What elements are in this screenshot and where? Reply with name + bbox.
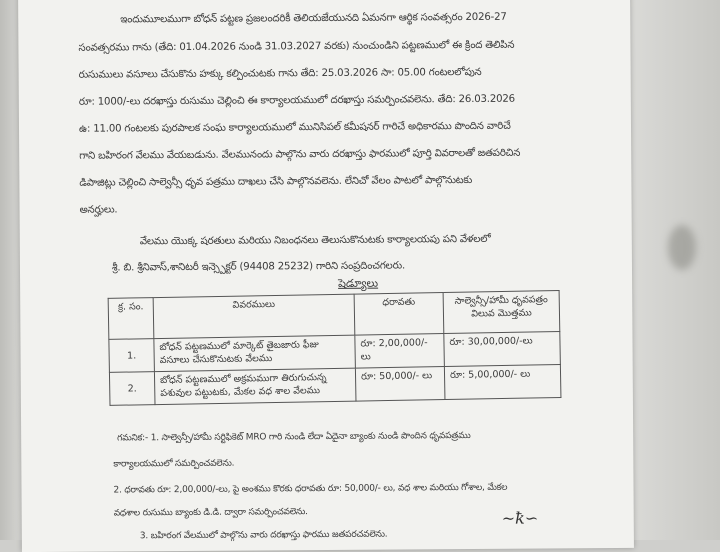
- notice-line: రుసుములు వసూలు చేసుకొను హక్కు కల్పించుటకు గాను తేది: 25.03.2026 సా: 05.00 గంటలలోపున: [78, 66, 482, 81]
- cell-deposit: రూ: 50,000/- లు: [355, 367, 445, 402]
- notice-line: వేలము యొక్క షరతులు మరియు నిబంధనలు తెలుసుకొనుటకు కార్యాలయపు పని వేళలలో: [139, 233, 491, 248]
- notice-line: శ్రీ. బి. శ్రీనివాస్,శానిటరీ ఇన్స్పెక్టర్ (94408 25232) గారిని సంప్రదించగలరు.: [111, 260, 406, 274]
- note-line: 3. బహిరంగ వేలములో పాల్గొను వారు దరఖాస్తు ఫారము జతపరచవలెను.: [139, 529, 388, 542]
- notice-paper: [18, 0, 634, 552]
- cell-solvency: రూ: 30,00,000/-లు: [444, 332, 561, 367]
- notice-line: ఉ: 11.00 గంటలకు పురపాలక సంఘ కార్యాలయములో మునిసిపల్ కమీషనర్ గారిచే అధికారము పొందిన వారిచే: [78, 120, 511, 135]
- cell-serial: 2.: [109, 372, 155, 406]
- cell-details: బోధన్ పట్టణములో అక్రమముగా తిరుగుచున్న పశువుల పట్టుటకు, మేకల వధ శాల వేలము: [154, 368, 356, 405]
- schedule-table: [108, 290, 562, 406]
- header-solvency: సాల్వెన్సీ/హామీ ధృవపత్రం విలువ మొత్తము: [443, 291, 560, 334]
- note-line: వధశాల రుసుము బ్యాంకు డి.డి. ద్వారా సమర్పించవలెను.: [113, 507, 308, 519]
- header-serial: క్ర. సం.: [108, 298, 154, 340]
- schedule-heading: షెడ్యూలు: [338, 276, 379, 290]
- note-line: గమనిక:- 1. సాల్వెన్సీ/హామీ సర్టిఫికెట్ MRO గారి నుండి లేదా ఏదైనా బ్యాంకు నుండి పొందిన ధృవపత్రము: [117, 430, 471, 444]
- table-row: [109, 365, 561, 406]
- header-deposit: ధరావతు: [354, 293, 444, 336]
- cell-deposit: రూ: 2,00,000/- లు: [355, 334, 445, 369]
- note-line: కార్యాలయములో సమర్పించవలెను.: [113, 458, 235, 470]
- cell-serial: 1.: [109, 339, 155, 373]
- notice-line: సంవత్సరము గాను (తేది: 01.04.2026 నుండి 31.03.2027 వరకు) నుంచుండిని పట్టణములో ఈ క్రింద తెలిపిన: [78, 39, 515, 54]
- header-details: వివరములు: [153, 294, 355, 339]
- signature: ~ꝁ∽: [501, 508, 539, 528]
- notice-line: రూ: 1000/-లు దరఖాస్తు రుసుము చెల్లించి ఈ కార్యాలయములో దరఖాస్తు సమర్పించవలెను. తేది: 26.03.2026: [78, 93, 515, 108]
- notice-line: గాని బహిరంగ వేలము వేయబడును. వేలమునందు పాల్గొను వారు దరఖాస్తు ఫారములో పూర్తి వివరాలతో జతపరిచిన: [79, 147, 521, 162]
- cell-solvency: రూ: 5,00,000/- లు: [444, 365, 561, 400]
- notice-line: అనర్హులు.: [79, 204, 118, 216]
- notice-line: ఇందుమూలముగా బోధన్ పట్టణ ప్రజలందరికీ తెలియజేయునది ఏమనగా ఆర్థిక సంవత్సరం 2026-27: [120, 11, 507, 26]
- notice-line: డిపాజిట్లు చెల్లించి సాల్వెన్సీ ధృవ పత్రము దాఖలు చేసి పాల్గొనవలెను. లేనిచో వేలం పాటలో పాల్గొనుటకు: [79, 174, 473, 189]
- wall-stain: [668, 225, 696, 270]
- note-line: 2. ధరావతు రూ: 2,00,000/-లు, పై అంశము కొరకు ధరావతు రూ: 50,000/- లు, వధ శాల మరియు గోశాల, మేకల: [113, 482, 508, 496]
- cell-details: బోధన్ పట్టణములో మార్కెట్ తైబజారు ఫీజు వసూలు చేసుకొనుటకు వేలము: [154, 335, 356, 372]
